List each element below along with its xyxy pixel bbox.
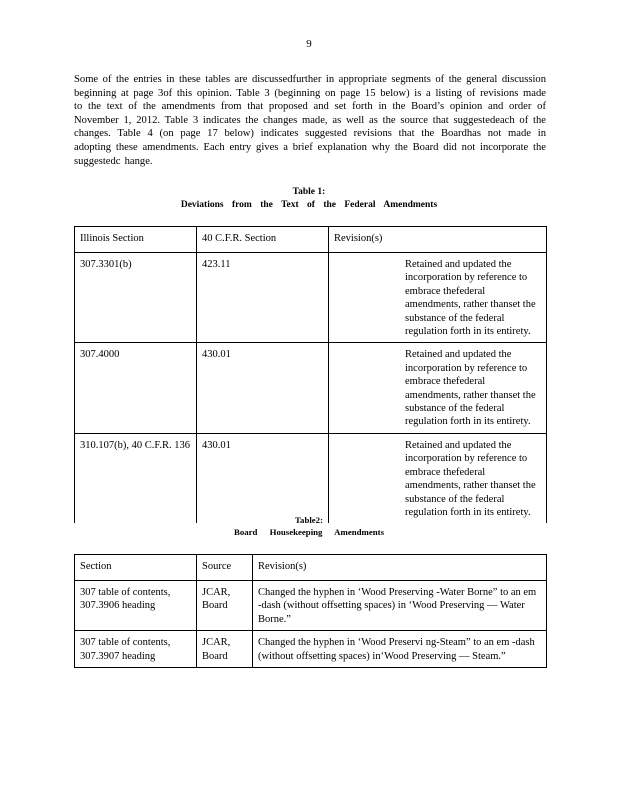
header-revisions: Revision(s) — [253, 555, 547, 581]
source-cell: JCAR, Board — [197, 631, 253, 668]
deviations-table — [74, 226, 547, 523]
illinois-section-cell: 307.4000 — [75, 343, 197, 433]
header-section: Section — [75, 555, 197, 581]
table-row — [75, 253, 547, 343]
table-row — [75, 433, 547, 523]
table2-caption-title: Table2: — [294, 515, 324, 525]
table1-caption-title: Table 1: — [292, 187, 326, 197]
source-cell: JCAR, Board — [197, 581, 253, 631]
intro-paragraph: Some of the entries in these tables are discussedfurther in appropriate segments of the general discussion beginning at page 3of this opinion. Table 3 (beginning on page 15 below) is a listing of revisions made to the text of the amendments from that proposed and set forth in the Board’s opinion and order of November 1, 2012. Table 3 indicates the changes made, as well as the source that suggestedeach of the changes. Table 4 (on page 17 below) indicates suggested revisions that the Boardhas not made in adopting these amendments. Each entry gives a brief explanation why the Board did not incorporate the suggestedc hange. — [74, 74, 546, 167]
table2-caption — [0, 514, 618, 538]
cfr-section-cell: 430.01 — [197, 343, 329, 433]
cfr-section-cell: 430.01 — [197, 433, 329, 523]
table-header-row — [75, 555, 547, 581]
table1-caption-subtitle: Deviations from the Text of the Federal Amendments — [180, 200, 438, 210]
header-revisions: Revision(s) — [329, 227, 547, 253]
header-illinois-section: Illinois Section — [75, 227, 197, 253]
illinois-section-cell: 307.3301(b) — [75, 253, 197, 343]
housekeeping-table — [74, 554, 547, 668]
revision-cell: Changed the hyphen in ‘Wood Preservi ng-Steam” to an em -dash (without offsetting spaces) in‘Wood Preserving — Steam.” — [253, 631, 547, 668]
section-cell: 307 table of contents, 307.3907 heading — [75, 631, 197, 668]
revision-cell: Changed the hyphen in ‘Wood Preserving -Water Borne” to an em -dash (without offsetting spaces) in ‘Wood Preserving — Water Borne.” — [253, 581, 547, 631]
header-cfr-section: 40 C.F.R. Section — [197, 227, 329, 253]
revision-cell: Retained and updated the incorporation by reference to embrace thefederal amendments, rather thanset the substance of the federal regulation forth in its entirety. — [329, 433, 547, 523]
revision-cell: Retained and updated the incorporation by reference to embrace thefederal amendments, rather thanset the substance of the federal regulation forth in its entirety. — [329, 343, 547, 433]
table-row — [75, 581, 547, 631]
revision-cell: Retained and updated the incorporation by reference to embrace thefederal amendments, rather thanset the substance of the federal regulation forth in its entirety. — [329, 253, 547, 343]
header-source: Source — [197, 555, 253, 581]
cfr-section-cell: 423.11 — [197, 253, 329, 343]
illinois-section-cell: 310.107(b), 40 C.F.R. 136 — [75, 433, 197, 523]
table-row — [75, 631, 547, 668]
table-row — [75, 343, 547, 433]
page-number: 9 — [306, 38, 312, 50]
table2-caption-subtitle: Board Housekeeping Amendments — [233, 527, 384, 537]
table1-caption — [0, 186, 618, 212]
table-header-row — [75, 227, 547, 253]
section-cell: 307 table of contents, 307.3906 heading — [75, 581, 197, 631]
